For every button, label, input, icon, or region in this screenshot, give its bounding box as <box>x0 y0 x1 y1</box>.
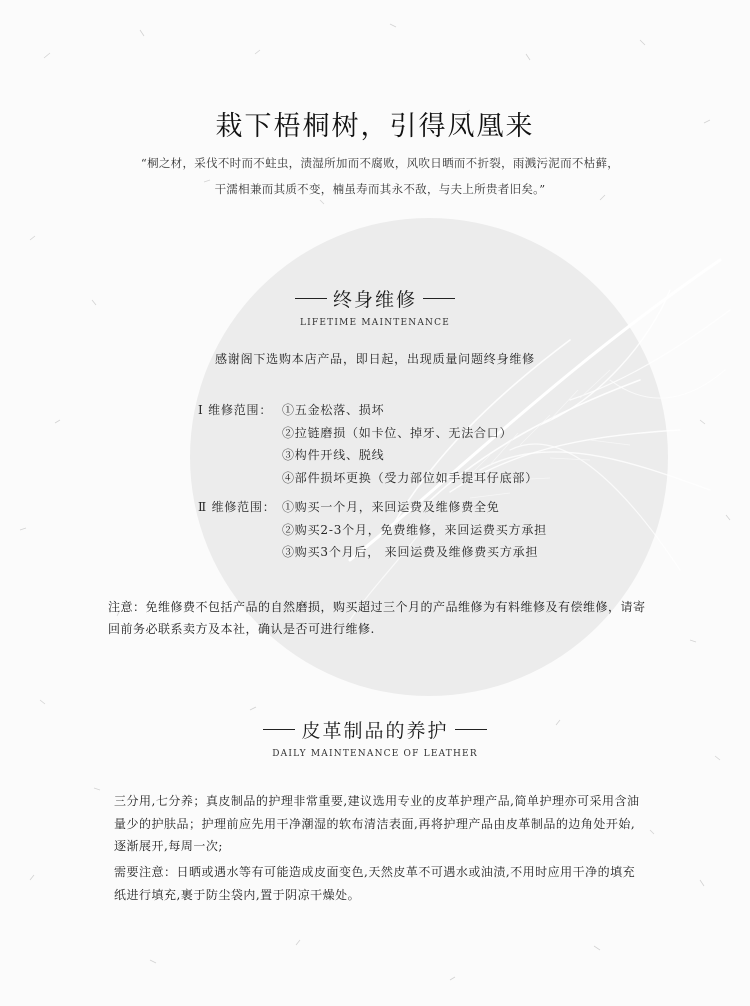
scope-item: ③构件开线、脱线 <box>282 448 385 462</box>
list-item <box>198 444 538 467</box>
scope-item: ④部件损坏更换（受力部位如手提耳仔底部） <box>282 470 539 485</box>
leather-title: 皮革制品的养护 <box>301 720 449 742</box>
list-item <box>198 422 538 445</box>
leather-caution-paragraph: 需要注意：日晒或遇水等有可能造成皮面变色,天然皮革不可遇水或油渍,不用时应用干净的填充纸进行填充,裹于防尘袋内,置于阴凉干燥处。 <box>114 865 636 902</box>
repair-scope-group-1 <box>198 399 538 489</box>
scope-item: ①购买一个月，来回运费及维修费全免 <box>282 500 500 514</box>
scope-item: ②购买2-3个月，免费维修，来回运费买方承担 <box>282 522 547 537</box>
lifetime-section-header <box>0 285 750 328</box>
list-item <box>198 519 547 542</box>
repair-scope-group-2 <box>198 496 547 564</box>
lifetime-intro: 感谢阁下选购本店产品，即日起，出现质量问题终身维修 <box>214 352 535 366</box>
scope-item: ③购买3个月后， 来回运费及维修费买方承担 <box>282 545 539 559</box>
list-item <box>198 399 538 422</box>
leather-section-header <box>0 716 750 759</box>
quote-block <box>100 150 660 202</box>
scope-item: ①五金松落、损坏 <box>282 403 385 417</box>
leather-care-paragraph: 三分用,七分养；真皮制品的护理非常重要,建议选用专业的皮革护理产品,简单护理亦可采用含油量少的护肤品；护理前应先用干净潮湿的软布清洁表面,再将护理产品由皮革制品的边角处开始,逐渐展开,每周一次; <box>114 794 640 853</box>
right-dash <box>423 298 455 299</box>
right-dash <box>455 729 487 730</box>
quote-line-2: 干濡相兼而其质不变，楠虽寿而其永不敌，与夫上所贵者旧矣。” <box>214 182 546 196</box>
left-dash <box>295 298 327 299</box>
lifetime-title: 终身维修 <box>332 289 417 311</box>
list-item <box>198 541 547 564</box>
lifetime-subtitle: LIFETIME MAINTENANCE <box>300 318 450 328</box>
group-label: Ⅰ 维修范围： <box>198 403 273 417</box>
list-item <box>198 467 538 490</box>
page-title: 栽下梧桐树，引得凤凰来 <box>215 111 535 142</box>
list-item <box>198 496 547 519</box>
repair-note: 注意：免维修费不包括产品的自然磨损，购买超过三个月的产品维修为有料维修及有偿维修，请寄回前务必联系卖方及本社，确认是否可进行维修. <box>108 600 646 636</box>
scope-item: ②拉链磨损（如卡位、掉牙、无法合口） <box>282 425 513 440</box>
group-label: Ⅱ 维修范围： <box>198 500 276 514</box>
leather-subtitle: DAILY MAINTENANCE OF LEATHER <box>272 749 478 759</box>
left-dash <box>263 729 295 730</box>
quote-line-1: “桐之材，采伐不时而不蛀虫，渍湿所加而不腐败，风吹日晒而不折裂，雨溅污泥而不枯藓， <box>140 156 620 170</box>
